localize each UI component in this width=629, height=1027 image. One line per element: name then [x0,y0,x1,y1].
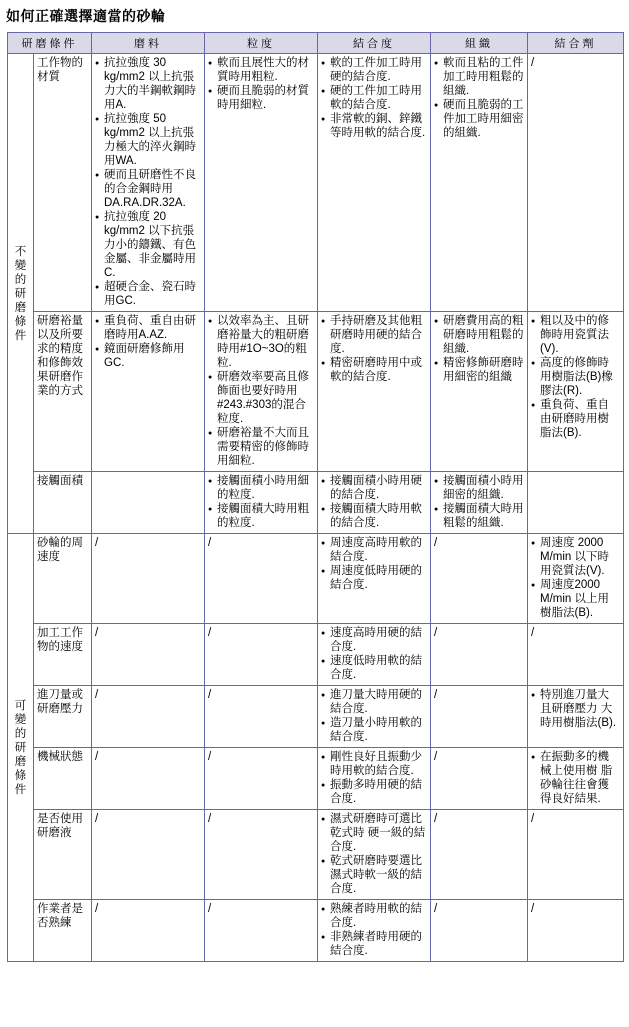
header-grade: 結合度 [318,33,431,54]
bullet-item: ● 高度的修飾時用樹脂法(B)橡膠法(R). [531,356,620,398]
bullet-item: ● 接觸面積小時用硬的結合度. [321,474,427,502]
bullet-list [321,474,427,530]
bullet-item: ● 周速度2000 M/min 以上用樹脂法(B). [531,578,620,620]
empty-marker: / [434,813,438,825]
bullet-item: ● 特別進刀量大且研磨壓力 大時用樹脂法(B). [531,688,620,730]
bullet-item: ● 造刀量小時用軟的結合度. [321,716,427,744]
empty-marker: / [434,689,438,701]
bullet-list [531,314,620,440]
table-row [8,686,624,748]
grade-cell [318,54,431,312]
row-group-label [8,54,34,534]
bullet-item: ● 精密修飾研磨時用細密的組織 [434,356,524,384]
bullet-list [208,56,314,112]
structure-cell [431,54,528,312]
bullet-item: ● 硬的工件加工時用軟的結合度. [321,84,427,112]
bullet-item: ● 振動多時用硬的結合度. [321,778,427,806]
bullet-item: ● 硬而且研磨性不良的合金鋼時用DA.RA.DR.32A. [95,168,201,210]
empty-marker: / [95,903,99,915]
condition-cell: 接觸面積 [34,472,92,534]
bullet-item: ● 抗拉強度 20 kg/mm2 以下抗張力小的鑄鐵、有色金屬、非金屬時用C. [95,210,201,280]
header-structure: 組織 [431,33,528,54]
bullet-item: ● 周速度低時用硬的結合度. [321,564,427,592]
bullet-item: ● 速度高時用硬的結合度. [321,626,427,654]
row-group-label [8,534,34,962]
bullet-item: ● 研磨裕量不大而且需要精密的修飾時用細粒. [208,426,314,468]
grain-cell [205,472,318,534]
grade-cell [318,810,431,900]
bullet-list [208,314,314,468]
abrasive-cell [92,686,205,748]
empty-marker: / [531,903,535,915]
bullet-item: ● 重負荷、重自由研磨時用A.AZ. [95,314,201,342]
bullet-list [321,688,427,744]
condition-cell: 是否使用研磨液 [34,810,92,900]
condition-cell: 研磨裕量以及所要求的精度和修飾效果研磨作業的方式 [34,312,92,472]
grain-cell [205,624,318,686]
bullet-list [321,56,427,140]
bullet-item: ● 重負荷、重自由研磨時用樹脂法(B). [531,398,620,440]
empty-marker: / [531,627,535,639]
condition-cell: 機械狀態 [34,748,92,810]
structure-cell [431,686,528,748]
grinding-wheel-selection-table [7,32,624,962]
empty-marker: / [531,57,535,69]
table-row [8,472,624,534]
structure-cell [431,472,528,534]
bullet-item: ● 接觸面積小時用細密的組織. [434,474,524,502]
empty-marker: / [208,903,212,915]
bullet-item: ● 非熟練者時用硬的結合度. [321,930,427,958]
abrasive-cell [92,810,205,900]
condition-cell: 進刀量或研磨壓力 [34,686,92,748]
empty-marker: / [208,627,212,639]
bullet-item: ● 剛性良好且振動少時用軟的結合度. [321,750,427,778]
bullet-item: ● 濕式研磨時可選比乾式時 硬一級的結合度. [321,812,427,854]
bullet-list [95,314,201,370]
empty-marker: / [95,751,99,763]
empty-marker: / [208,537,212,549]
grain-cell [205,748,318,810]
grade-cell [318,624,431,686]
bullet-list [434,314,524,384]
bullet-list [321,902,427,958]
abrasive-cell [92,312,205,472]
header-bond: 結合劑 [528,33,624,54]
empty-marker: / [434,903,438,915]
table-row [8,312,624,472]
bullet-list [321,626,427,682]
empty-marker: / [95,627,99,639]
table-header-row [8,33,624,54]
abrasive-cell [92,472,205,534]
bullet-item: ● 周速度 2000 M/min 以下時用瓷質法(V). [531,536,620,578]
bullet-list [531,688,620,730]
header-abrasive: 磨料 [92,33,205,54]
grade-cell [318,900,431,962]
bond-cell [528,472,624,534]
structure-cell [431,810,528,900]
abrasive-cell [92,748,205,810]
page-title: 如何正確選擇適當的砂輪 [6,8,166,24]
bullet-list [531,536,620,620]
abrasive-cell [92,54,205,312]
grade-cell [318,472,431,534]
empty-marker: / [208,751,212,763]
bullet-item: ● 精密研磨時用中或軟的結合度. [321,356,427,384]
structure-cell [431,624,528,686]
structure-cell [431,312,528,472]
bullet-list [321,750,427,806]
bullet-item: ● 抗拉強度 30 kg/mm2 以上抗張力大的半鋼軟鋼時用A. [95,56,201,112]
grain-cell [205,686,318,748]
condition-cell: 砂輪的周速度 [34,534,92,624]
condition-cell: 加工工作物的速度 [34,624,92,686]
condition-cell: 工作物的材質 [34,54,92,312]
bond-cell [528,534,624,624]
table-row [8,810,624,900]
abrasive-cell [92,624,205,686]
bullet-item: ● 接觸面積大時用粗鬆的組織. [434,502,524,530]
table-row [8,900,624,962]
grade-cell [318,534,431,624]
bullet-item: ● 軟的工件加工時用硬的結合度. [321,56,427,84]
bullet-item: ● 研磨效率要高且修飾面也要好時用#243.#303的混合粒度. [208,370,314,426]
grain-cell [205,534,318,624]
bullet-list [434,56,524,140]
bullet-list [321,812,427,896]
bullet-item: ● 硬而且脆弱的工件加工時用細密的組織. [434,98,524,140]
row-group-text: 不變的研磨條件 [14,245,27,342]
bullet-item: ● 熟練者時用軟的結合度. [321,902,427,930]
bullet-item: ● 抗拉強度 50 kg/mm2 以上抗張力極大的淬火鋼時用WA. [95,112,201,168]
empty-marker: / [434,537,438,549]
bullet-item: ● 在振動多的機械上使用樹 脂砂輪往往會獲得良好結果. [531,750,620,806]
bullet-item: ● 接觸面積大時用粗的粒度. [208,502,314,530]
bullet-list [434,474,524,530]
bullet-item: ● 非常軟的銅、鋅鐵等時用軟的結合度. [321,112,427,140]
bullet-item: ● 研磨費用高的粗研磨時用粗鬆的組織. [434,314,524,356]
bullet-item: ● 乾式研磨時要選比濕式時軟一級的結合度. [321,854,427,896]
header-condition: 研磨條件 [8,33,92,54]
grain-cell [205,900,318,962]
structure-cell [431,748,528,810]
bullet-item: ● 進刀量大時用硬的結合度. [321,688,427,716]
grain-cell [205,810,318,900]
empty-marker: / [95,813,99,825]
bullet-item: ● 鏡面研磨修飾用GC. [95,342,201,370]
grain-cell [205,312,318,472]
condition-cell: 作業者是否熟練 [34,900,92,962]
bullet-item: ● 硬而且脆弱的材質時用細粒. [208,84,314,112]
bullet-item: ● 周速度高時用軟的結合度. [321,536,427,564]
empty-marker: / [531,813,535,825]
bullet-item: ● 超硬合金、瓷石時用GC. [95,280,201,308]
structure-cell [431,900,528,962]
grade-cell [318,312,431,472]
bullet-item: ● 接觸面積小時用細的粒度. [208,474,314,502]
table-body [8,54,624,962]
table-row [8,54,624,312]
bullet-item: ● 軟而且粘的工件加工時用粗鬆的組織. [434,56,524,98]
bullet-list [321,314,427,384]
bullet-list [321,536,427,592]
header-grain: 粒度 [205,33,318,54]
abrasive-cell [92,534,205,624]
bond-cell [528,748,624,810]
grade-cell [318,686,431,748]
empty-marker: / [434,627,438,639]
empty-marker: / [434,751,438,763]
bond-cell [528,686,624,748]
table-row [8,624,624,686]
bullet-item: ● 軟而且展性大的材質時用粗粒. [208,56,314,84]
empty-marker: / [208,689,212,701]
row-group-text: 可變的研磨條件 [14,699,27,796]
table-row [8,534,624,624]
bond-cell [528,312,624,472]
empty-marker: / [95,537,99,549]
bond-cell [528,900,624,962]
grade-cell [318,748,431,810]
abrasive-cell [92,900,205,962]
bullet-item: ● 速度低時用軟的結合度. [321,654,427,682]
bullet-item: ● 以效率為主、且研磨裕量大的粗研磨時用#1O~3O的粗粒. [208,314,314,370]
empty-marker: / [208,813,212,825]
grain-cell [205,54,318,312]
bullet-list [208,474,314,530]
bond-cell [528,810,624,900]
bullet-item: ● 接觸面積大時用軟的結合度. [321,502,427,530]
bond-cell [528,54,624,312]
bullet-item: ● 手持研磨及其他粗研磨時用硬的結合度. [321,314,427,356]
bullet-item: ● 粗以及中的修飾時用瓷質法(V). [531,314,620,356]
bullet-list [95,56,201,308]
table-row [8,748,624,810]
bond-cell [528,624,624,686]
empty-marker: / [95,689,99,701]
bullet-list [531,750,620,806]
structure-cell [431,534,528,624]
